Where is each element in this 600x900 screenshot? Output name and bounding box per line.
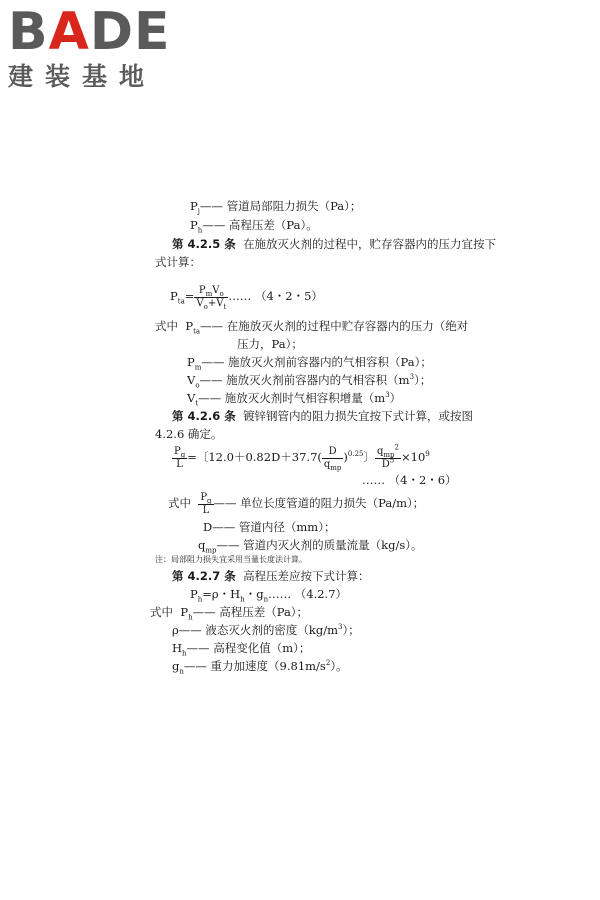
var-ph-line: $P_h——$ 高程压差（Pa）。 — [190, 218, 318, 235]
bade-logo — [8, 4, 171, 92]
equation-4-2-6: $\frac{P_g}{L}$ =〔12.0＋0.82D＋37.7( $\frac{D}{q_{mp}}$ )$^{0.25}$〕 $\frac{q_{mp}^2}{D^5}$ $\times 10^9$ — [174, 443, 430, 472]
section-4-2-5: 第 4.2.5 条 在施放灭火剂的过程中，贮存容器内的压力宜按下 — [172, 237, 497, 251]
where-4-2-7-line4: $g_n——$ 重力加速度$(9.81m/s^2)$。 — [172, 659, 348, 676]
eq426-flow-fraction: $\frac{q_{mp}^2}{D^5}$ — [377, 443, 400, 470]
equation-4-2-7: $P_h=\rho$・$H_h$・$g_n\dots\dots$ （4.2.7） — [190, 587, 348, 604]
where-4-2-5-line1-cont: 压力，Pa）； — [237, 337, 303, 351]
where-4-2-7-line1: 式中 $P_h——$ 高程压差（Pa）； — [150, 605, 309, 622]
equation-4-2-6-tag: …… （4・2・6） — [362, 473, 457, 487]
where-4-2-5-line3: $V_o——$ 施放灭火剂前容器内的气相容积$(m^3)$； — [187, 373, 432, 390]
where-4-2-7-line3: $H_h——$ 高程变化值（m）； — [172, 641, 311, 658]
where-4-2-6-line1: 式中 $\frac{P_g}{L}$ —— 单位长度管道的阻力损失（Pa/m）； — [168, 491, 425, 516]
where-4-2-5-line4: $V_t——$ 施放灭火剂时气相容积增量$(m^3)$ — [187, 391, 402, 408]
where-4-2-7-line2: ρ—— 液态灭火剂的密度$(kg/m^3)$； — [172, 623, 360, 637]
var-pj-line: $P_j——$ 管道局部阻力损失（Pa）； — [190, 199, 362, 216]
eq425-fraction: $\frac{P_mV_o}{V_o+V_t}$ — [196, 284, 227, 311]
note-line: 注：局部阻力损失宜采用当量长度法计算。 — [155, 555, 307, 564]
section-4-2-6-cont: 4.2.6 确定。 — [155, 427, 223, 441]
section-4-2-6: 第 4.2.6 条 镀锌钢管内的阻力损失宜按下式计算，或按图 — [172, 409, 474, 423]
where-4-2-6-line3: $q_{mp}——$ 管道内灭火剂的质量流量（kg/s）。 — [198, 538, 423, 555]
eq426-lhs-fraction: $\frac{P_g}{L}$ — [174, 445, 186, 470]
w426-fraction: $\frac{P_g}{L}$ — [200, 491, 212, 516]
where-4-2-5-line1: 式中 $P_{ta}——$ 在施放灭火剂的过程中贮存容器内的压力（绝对 — [155, 319, 469, 336]
where-4-2-5-line2: $P_m——$ 施放灭火剂前容器内的气相容积（Pa）； — [187, 355, 432, 372]
section-4-2-7: 第 4.2.7 条 高程压差应按下式计算： — [172, 569, 370, 583]
logo-wordmark: BADE — [8, 2, 171, 62]
section-4-2-5-cont: 式计算： — [155, 255, 201, 269]
equation-4-2-5: $P_{ta}=$ $\frac{P_mV_o}{V_o+V_t}$ …… （4・2・5） — [170, 284, 323, 311]
where-4-2-6-line2: D—— 管道内径（mm）； — [203, 520, 336, 534]
eq426-inner-fraction: $\frac{D}{q_{mp}}$ — [323, 445, 342, 472]
logo-subtitle: 建装基地 — [8, 62, 157, 91]
